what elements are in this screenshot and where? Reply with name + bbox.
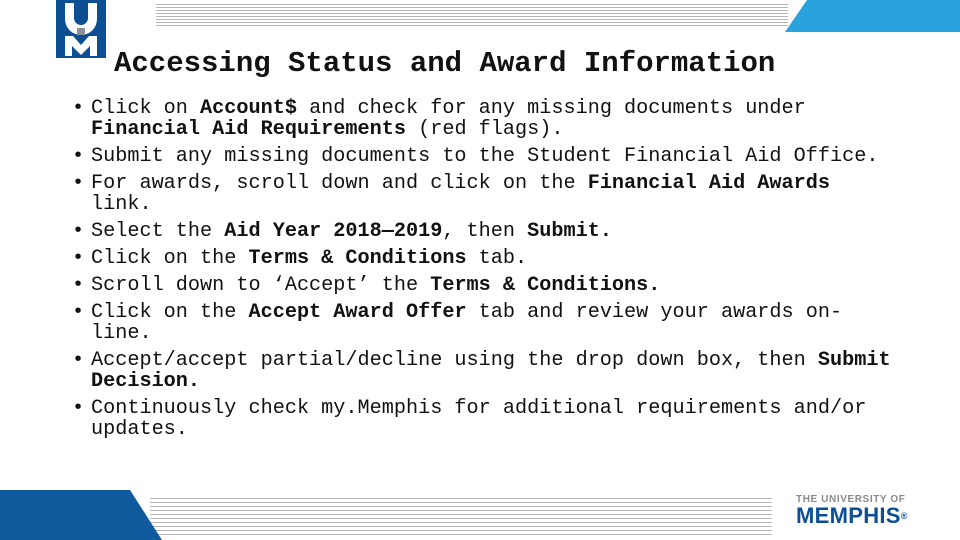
- top-blue-accent: [785, 0, 960, 32]
- list-item: [72, 221, 892, 242]
- slide-title: Accessing Status and Award Information: [114, 47, 776, 80]
- bold-text: Accept Award Offer: [248, 301, 467, 324]
- text-run: link.: [91, 193, 152, 216]
- list-item: [72, 98, 892, 140]
- university-of-memphis-logo: [796, 494, 936, 526]
- bold-text: Account$: [200, 97, 297, 120]
- bold-text: Terms & Conditions: [248, 247, 467, 270]
- list-item: [72, 398, 892, 440]
- text-run: Submit any missing documents to the Student Financial Aid Office.: [91, 145, 879, 168]
- top-stripe-decoration: [156, 4, 788, 30]
- text-run: Scroll down to ‘Accept’ the: [91, 274, 431, 297]
- bold-text: Financial Aid Requirements: [91, 118, 406, 141]
- text-run: Select the: [91, 220, 225, 243]
- bold-text: Terms & Conditions.: [430, 274, 661, 297]
- text-run: Click on the: [91, 247, 249, 270]
- list-item: [72, 275, 892, 296]
- text-run: Continuously check my.Memphis for additional requirements and/or updates.: [91, 397, 867, 441]
- list-item: [72, 173, 892, 215]
- list-item: [72, 350, 892, 392]
- logo-line-2: [796, 505, 936, 527]
- text-run: Click on the: [91, 301, 249, 324]
- text-run: For awards, scroll down and click on the: [91, 172, 588, 195]
- text-run: (red flags).: [405, 118, 564, 141]
- bold-text: Submit Decision.: [91, 349, 891, 393]
- bold-text: Submit.: [527, 220, 612, 243]
- text-run: Accept/accept partial/decline using the drop down box, then: [91, 349, 818, 372]
- registered-mark: ®: [900, 511, 908, 521]
- bold-text: Aid Year 2018—2019: [224, 220, 443, 243]
- bottom-stripe-decoration: [150, 498, 772, 540]
- list-item: [72, 146, 892, 167]
- bottom-blue-accent: [0, 490, 162, 540]
- list-item: [72, 248, 892, 269]
- instruction-list: [72, 98, 892, 446]
- text-run: , then: [442, 220, 528, 243]
- text-run: tab.: [466, 247, 528, 270]
- logo-wordmark: MEMPHIS: [796, 503, 901, 528]
- text-run: Click on: [91, 97, 201, 120]
- um-monogram-icon: [56, 0, 106, 58]
- logo-line-1: THE UNIVERSITY OF: [796, 494, 906, 505]
- text-run: and check for any missing documents under: [296, 97, 806, 120]
- bold-text: Financial Aid Awards: [587, 172, 830, 195]
- list-item: [72, 302, 892, 344]
- text-run: tab and review your awards on-line.: [91, 301, 843, 345]
